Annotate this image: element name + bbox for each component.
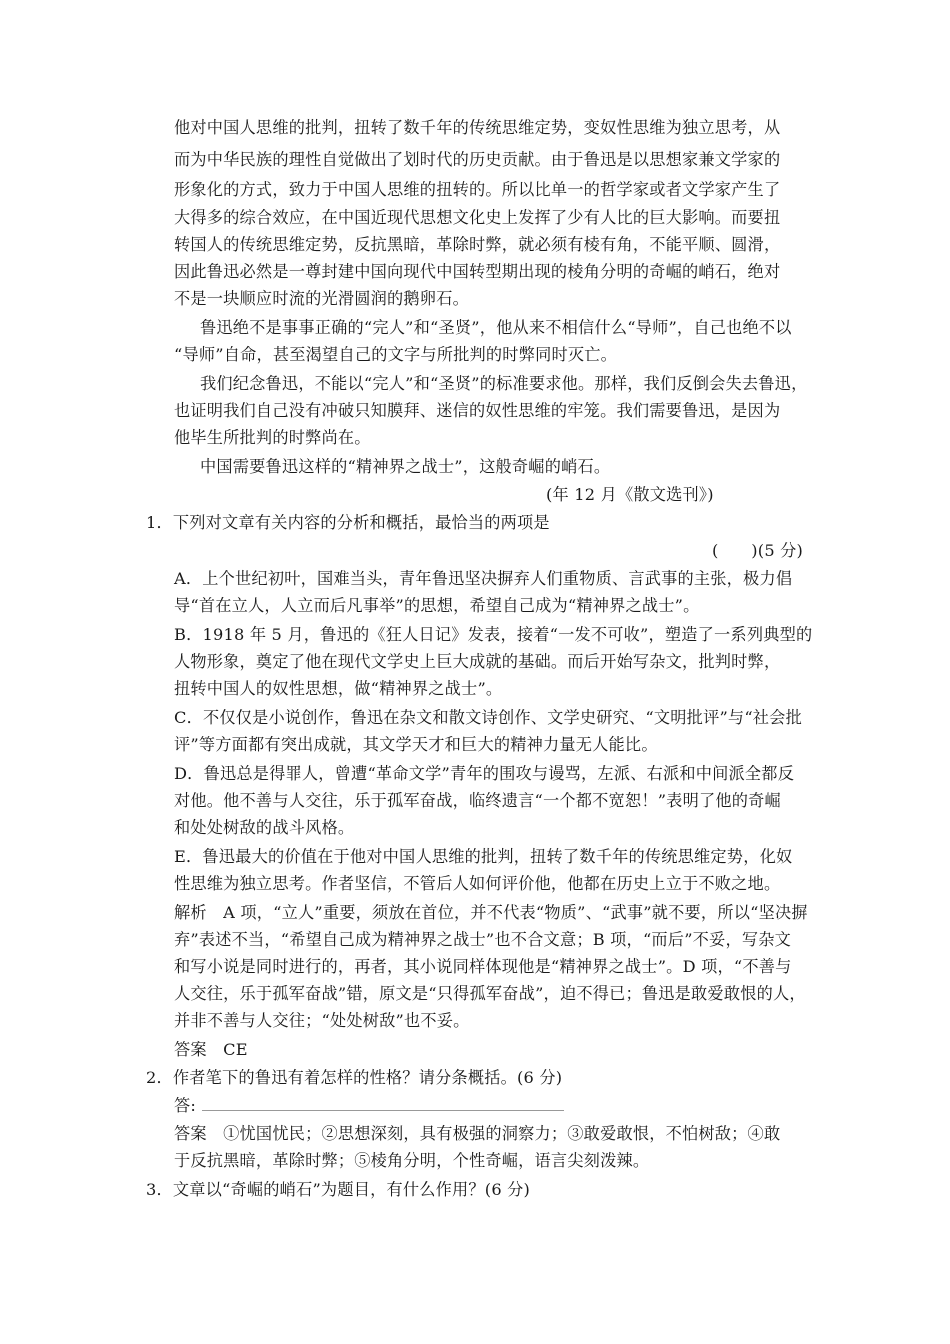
passage-line: 因此鲁迅必然是一尊封建中国向现代中国转型期出现的棱角分明的奇崛的峭石，绝对: [174, 262, 781, 281]
option-line: A．上个世纪初叶，国难当头，青年鲁迅坚决摒弃人们重物质、言武事的主张，极力倡: [174, 569, 793, 588]
option-line: 人物形象，奠定了他在现代文学史上巨大成就的基础。而后开始写杂文，批判时弊，: [174, 652, 781, 671]
passage-line: 转国人的传统思维定势，反抗黑暗，革除时弊，就必须有棱有角，不能平顺、圆滑，: [174, 235, 781, 254]
option-line: 评”等方面都有突出成就，其文学天才和巨大的精神力量无人能比。: [174, 735, 658, 754]
analysis-line: 并非不善与人交往；“处处树敌”也不妥。: [174, 1011, 470, 1030]
option-line: 和处处树敌的战斗风格。: [174, 818, 355, 837]
option-line: 性思维为独立思考。作者坚信，不管后人如何评价他，他都在历史上立于不败之地。: [174, 874, 781, 893]
analysis-line: 解析 A 项，“立人”重要，须放在首位，并不代表“物质”、“武事”就不要，所以“坚决摒: [174, 903, 808, 922]
option-line: B．1918 年 5 月，鲁迅的《狂人日记》发表，接着“一发不可收”，塑造了一系列典型的: [174, 625, 813, 644]
passage-line: 他对中国人思维的批判，扭转了数千年的传统思维定势，变奴性思维为独立思考，从: [174, 118, 781, 137]
question-2-answer-line: 答案 ①忧国忧民；②思想深刻，具有极强的洞察力；③敢爱敢恨，不怕树敌；④敢: [174, 1124, 781, 1143]
passage-line: 形象化的方式，致力于中国人思维的扭转的。所以比单一的哲学家或者文学家产生了: [174, 180, 781, 199]
question-2-answer-line: 于反抗黑暗，革除时弊；⑤棱角分明，个性奇崛，语言尖刻泼辣。: [174, 1151, 650, 1170]
passage-line: 我们纪念鲁迅，不能以“完人”和“圣贤”的标准要求他。那样，我们反倒会失去鲁迅，: [200, 374, 808, 393]
question-2-stem: 2．作者笔下的鲁迅有着怎样的性格？请分条概括。(6 分): [146, 1068, 563, 1087]
option-line: 导“首在立人，人立而后凡事举”的思想，希望自己成为“精神界之战士”。: [174, 596, 700, 615]
answer-field[interactable]: [174, 1096, 564, 1116]
question-1-score: ( )(5 分): [712, 541, 804, 560]
passage-line: “导师”自命，甚至渴望自己的文字与所批判的时弊同时灭亡。: [174, 345, 618, 364]
question-3-stem: 3．文章以“奇崛的峭石”为题目，有什么作用？(6 分): [146, 1180, 531, 1199]
passage-line: 中国需要鲁迅这样的“精神界之战士”，这般奇崛的峭石。: [200, 457, 611, 476]
analysis-line: 人交往，乐于孤军奋战”错，原文是“只得孤军奋战”，迫不得已；鲁迅是敢爱敢恨的人，: [174, 984, 806, 1003]
passage-line: 而为中华民族的理性自觉做出了划时代的历史贡献。由于鲁迅是以思想家兼文学家的: [174, 150, 781, 169]
passage-line: 大得多的综合效应，在中国近现代思想文化史上发挥了少有人比的巨大影响。而要扭: [174, 208, 781, 227]
passage-line: 他毕生所批判的时弊尚在。: [174, 428, 371, 447]
option-line: E．鲁迅最大的价值在于他对中国人思维的批判，扭转了数千年的传统思维定势，化奴: [174, 847, 793, 866]
passage-source: (年 12 月《散文选刊》): [546, 485, 714, 504]
passage-line: 不是一块顺应时流的光滑圆润的鹅卵石。: [174, 289, 469, 308]
answer-prompt: 答:: [174, 1096, 197, 1115]
option-line: 扭转中国人的奴性思想，做“精神界之战士”。: [174, 679, 503, 698]
option-line: 对他。他不善与人交往，乐于孤军奋战，临终遗言“一个都不宽恕！”表明了他的奇崛: [174, 791, 781, 810]
passage-line: 也证明我们自己没有冲破只知膜拜、迷信的奴性思维的牢笼。我们需要鲁迅，是因为: [174, 401, 781, 420]
question-1-stem: 1．下列对文章有关内容的分析和概括，最恰当的两项是: [146, 513, 550, 532]
analysis-line: 和写小说是同时进行的，再者，其小说同样体现他是“精神界之战士”。D 项，“不善与: [174, 957, 792, 976]
answer-blank-line[interactable]: [202, 1096, 564, 1111]
option-line: C．不仅仅是小说创作，鲁迅在杂文和散文诗创作、文学史研究、“文明批评”与“社会批: [174, 708, 802, 727]
option-line: D．鲁迅总是得罪人，曾遭“革命文学”青年的围攻与谩骂，左派、右派和中间派全都反: [174, 764, 795, 783]
analysis-line: 弃”表述不当，“希望自己成为精神界之战士”也不合文意；B 项，“而后”不妥，写杂文: [174, 930, 791, 949]
question-1-answer: 答案 CE: [174, 1040, 248, 1059]
passage-line: 鲁迅绝不是事事正确的“完人”和“圣贤”，他从来不相信什么“导师”，自己也绝不以: [200, 318, 792, 337]
